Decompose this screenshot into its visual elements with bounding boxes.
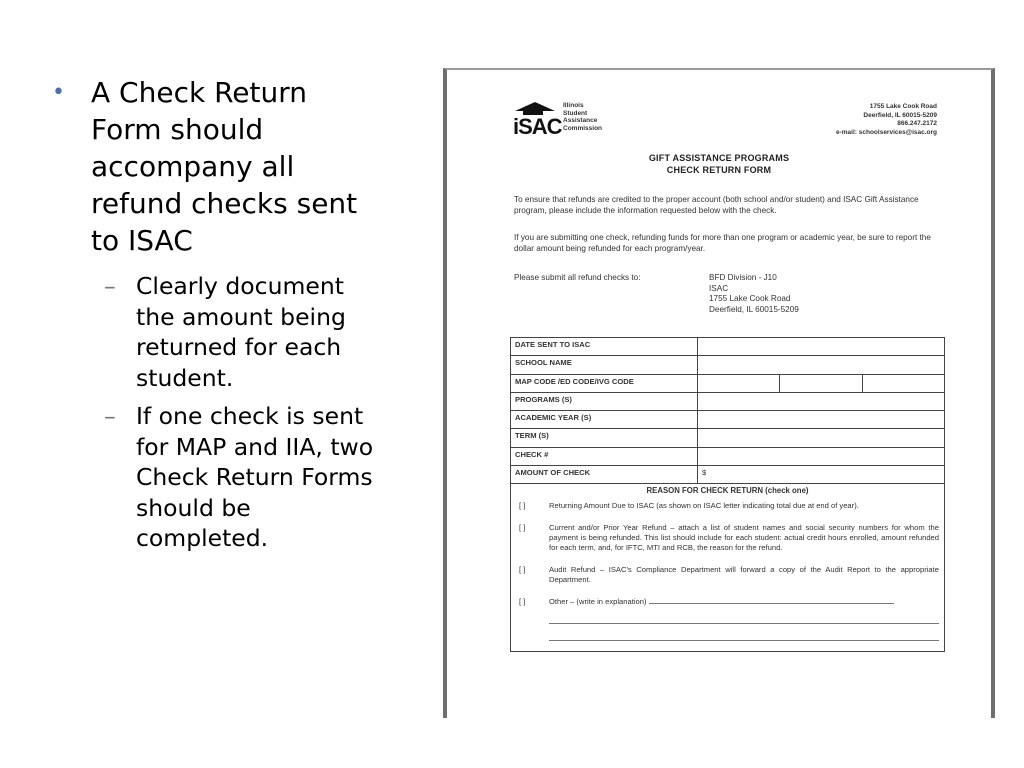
reason-option: [ ] Returning Amount Due to ISAC (as shown on ISAC letter indicating total due at end of year). xyxy=(519,501,859,511)
form-table xyxy=(510,337,945,652)
table-row: SCHOOL NAME xyxy=(511,356,944,374)
write-in-line xyxy=(549,617,939,624)
table-row: PROGRAMS (S) xyxy=(511,393,944,411)
table-row: TERM (S) xyxy=(511,429,944,447)
reason-option: [ ] Current and/or Prior Year Refund – attach a list of student names and social security numbers for whom the payment is being refunded. This list should include for each student: actual credit hours enrolled, amount refunded for each term, and, for IFTC, MTI and RCB, the reason for the refund. xyxy=(519,523,939,553)
isac-logo: iSAC Illinois Student Assistance Commission xyxy=(513,102,603,139)
dash-icon: – xyxy=(104,272,116,300)
isac-address: 1755 Lake Cook Road Deerfield, IL 60015-5209 866.247.2172 e-mail: schoolservices@isac.org xyxy=(836,103,937,136)
write-in-line xyxy=(549,634,939,641)
form-intro-paragraph: To ensure that refunds are credited to the proper account (both school and/or student) and ISAC Gift Assistance program, please include the information requested below with the check. xyxy=(514,195,919,215)
sub-bullet xyxy=(52,401,382,554)
sub-bullet xyxy=(52,271,382,393)
form-title: GIFT ASSISTANCE PROGRAMS CHECK RETURN FORM xyxy=(648,153,790,175)
table-row: DATE SENT TO ISAC xyxy=(511,338,944,356)
table-row: ACADEMIC YEAR (S) xyxy=(511,411,944,429)
reason-heading: REASON FOR CHECK RETURN (check one) xyxy=(646,486,809,496)
bullet-dot-icon: • xyxy=(52,80,65,105)
sub-bullet-text: Clearly document the amount being returned for each student. xyxy=(136,272,346,392)
table-row: MAP CODE /ED CODE/IVG CODE xyxy=(511,375,944,393)
checkbox-icon: [ ] xyxy=(519,597,526,607)
reason-option: [ ] Other – (write in explanation) xyxy=(511,597,944,607)
check-return-form-image xyxy=(443,68,995,718)
sub-bullet-list xyxy=(52,271,382,554)
checkbox-icon: [ ] xyxy=(519,565,526,575)
submit-label: Please submit all refund checks to: xyxy=(514,273,641,282)
checkbox-icon: [ ] xyxy=(519,523,526,533)
checkbox-icon: [ ] xyxy=(519,501,526,511)
sub-bullet-text: If one check is sent for MAP and IIA, two Check Return Forms should be completed. xyxy=(136,402,374,552)
dash-icon: – xyxy=(104,402,116,430)
form-instruction-paragraph: If you are submitting one check, refunding funds for more than one program or academic year, be sure to report the dollar amount being refunded for each program/year. xyxy=(514,233,931,253)
main-bullet-text: A Check Return Form should accompany all refund checks sent to ISAC xyxy=(91,76,358,257)
submit-address: BFD Division - J10 ISAC 1755 Lake Cook Road Deerfield, IL 60015-5209 xyxy=(709,273,799,314)
reason-option: [ ] Audit Refund – ISAC's Compliance Department will forward a copy of the Audit Report to the appropriate Department. xyxy=(519,565,939,585)
slide-bullets xyxy=(52,74,382,562)
main-bullet xyxy=(52,74,382,259)
table-row: CHECK # xyxy=(511,448,944,466)
table-row: AMOUNT OF CHECK $ xyxy=(511,466,944,484)
